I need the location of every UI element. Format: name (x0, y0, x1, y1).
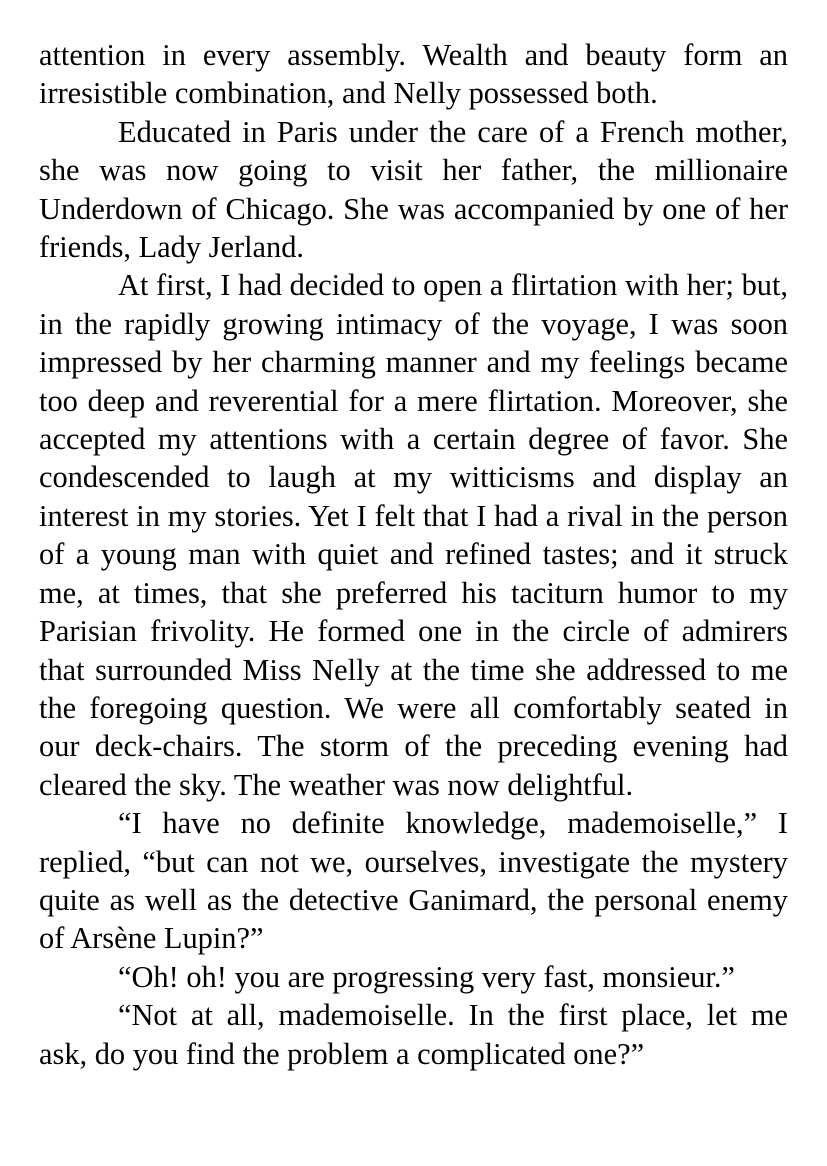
paragraph: “I have no definite knowledge, mademoiselle,” I replied, “but can not we, ourselves, investigate the mystery quite as well as the detective Ganimard, the personal enemy of Arsène Lupin?” (39, 806, 788, 956)
paragraph: attention in every assembly. Wealth and beauty form an irresistible combination, and Nelly possessed both. (39, 38, 788, 111)
paragraph: “Oh! oh! you are progressing very fast, monsieur.” (118, 959, 735, 994)
document-page (39, 36, 788, 1073)
paragraph: “Not at all, mademoiselle. In the first place, let me ask, do you find the problem a complicated one?” (39, 998, 788, 1071)
paragraph: At first, I had decided to open a flirtation with her; but, in the rapidly growing intimacy of the voyage, I was soon impressed by her charming manner and my feelings became too deep and reverential for a mere flirtation. Moreover, she accepted my attentions with a certain degree of favor. She condescended to laugh at my witticisms and display an interest in my stories. Yet I felt that I had a rival in the person of a young man with quiet and refined tastes; and it struck me, at times, that she preferred his taciturn humor to my Parisian frivolity. He formed one in the circle of admirers that surrounded Miss Nelly at the time she addressed to me the foregoing question. We were all comfortably seated in our deck-chairs. The storm of the preceding evening had cleared the sky. The weather was now delightful. (39, 268, 788, 802)
paragraph: Educated in Paris under the care of a French mother, she was now going to visit her father, the millionaire Underdown of Chicago. She was accompanied by one of her friends, Lady Jerland. (39, 114, 788, 265)
